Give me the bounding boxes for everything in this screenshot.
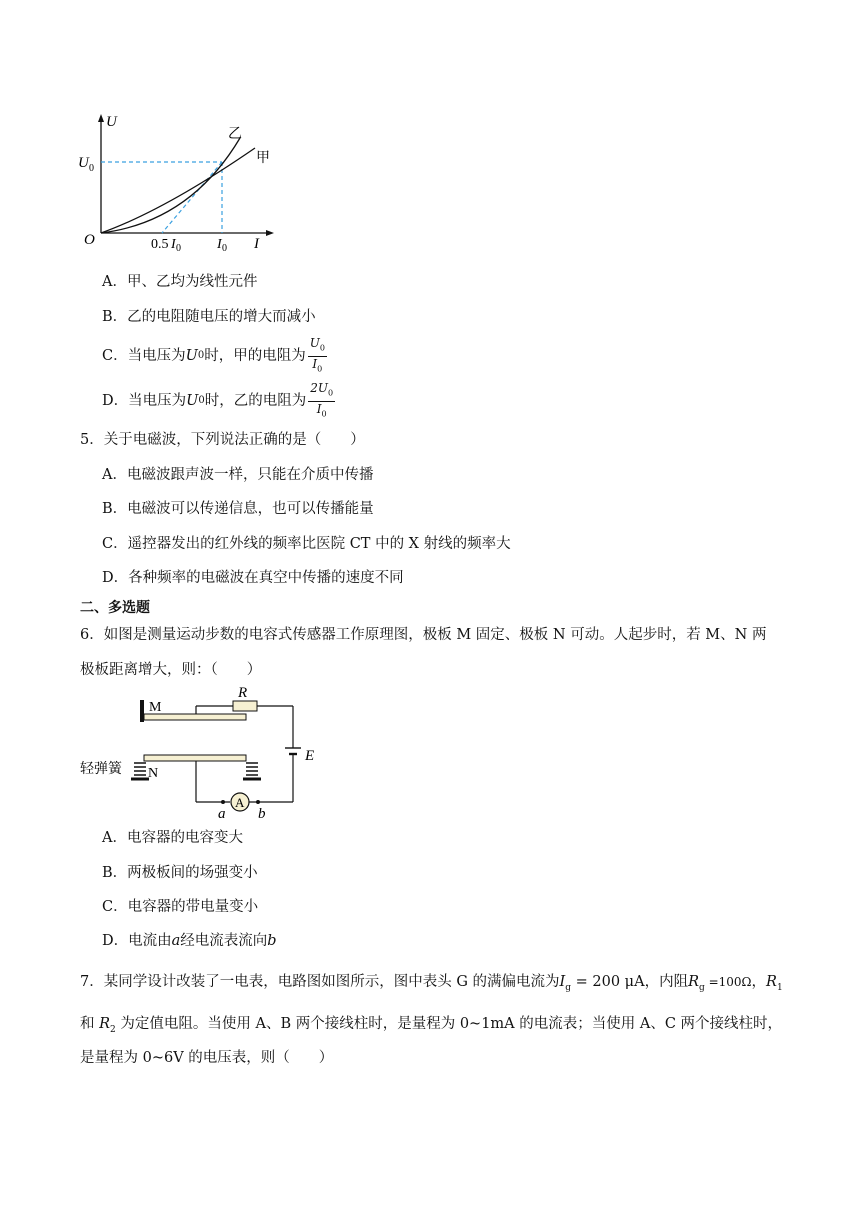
q7-line2-a: 和	[80, 1016, 100, 1032]
q7-r2-sub: 2	[110, 1024, 116, 1035]
label-b: b	[258, 806, 266, 822]
frac-c-den-sub: 0	[317, 363, 323, 373]
q7-rg: R	[688, 974, 700, 990]
curve-yi-label: 乙	[228, 127, 242, 142]
section-heading: 二、多选题	[80, 600, 150, 616]
tangent-guide	[162, 162, 222, 233]
capacitor-circuit-diagram	[78, 684, 328, 824]
q7-r1-sub: 1	[776, 982, 783, 993]
terminal-a	[221, 800, 225, 804]
q7-line1	[80, 972, 783, 998]
q7-line2	[80, 1014, 782, 1040]
u-axis-label: U	[106, 114, 117, 130]
q7-ig-value: = 200 μA	[571, 974, 645, 990]
half-i0-label-sub: 0	[176, 243, 181, 254]
i0-label-var: I	[217, 237, 222, 252]
curve-jia	[101, 148, 255, 233]
q5-option-c: C．遥控器发出的红外线的频率比医院 CT 中的 X 射线的频率大	[102, 536, 511, 552]
q6-option-d-pre: D．电流由	[102, 933, 172, 949]
q4-option-b: B．乙的电阻随电压的增大而减小	[102, 309, 316, 325]
origin-label: O	[84, 232, 95, 248]
curve-jia-label: 甲	[256, 151, 270, 166]
q4-option-d-sub: 0	[198, 395, 205, 406]
u-i-graph	[70, 110, 300, 255]
label-spring: 轻弹簧	[80, 762, 122, 777]
u0-label-sub: 0	[89, 163, 94, 174]
label-m: M	[149, 700, 162, 715]
q7-rg-sub: g	[699, 982, 705, 993]
q6-stem-line1: 6．如图是测量运动步数的电容式传感器工作原理图，极板 M 固定、极板 N 可动。人起步时，若 M、N 两	[80, 627, 767, 643]
q6-stem-line2: 极板距离增大，则：（ ）	[80, 662, 262, 678]
label-a: a	[218, 806, 226, 822]
half-i0-label-pre: 0.5	[151, 237, 169, 252]
ammeter-symbol: A	[235, 795, 245, 810]
q7-r2: R	[99, 1016, 111, 1032]
q7-line3: 是量程为 0~6V 的电压表，则（ ）	[80, 1050, 334, 1066]
frac-c-num-sub: 0	[319, 343, 325, 353]
q7-line1-b: ，内阻	[644, 974, 689, 990]
q7-ig-sub: g	[565, 982, 572, 993]
q4-option-c-post: 时，甲的电阻为	[204, 348, 306, 364]
q7-line1-a: 7．某同学设计改装了一电表，电路图如图所示，图中表头 G 的满偏电流为	[80, 974, 560, 990]
curve-yi	[101, 138, 240, 233]
q4-option-c-sub: 0	[197, 350, 205, 361]
i0-label-sub: 0	[222, 243, 227, 254]
q7-line2-b: 为定值电阻。当使用 A、B 两个接线柱时，是量程为 0~1mA 的电流表；当使用 A、C 两个接线柱时，	[115, 1016, 783, 1032]
q6-option-d-mid: 经电流表流向	[180, 933, 268, 949]
q4-option-d-fraction	[308, 381, 335, 421]
q6-option-c: C．电容器的带电量变小	[102, 899, 259, 915]
q4-option-c	[102, 336, 327, 376]
u0-label: U	[78, 155, 89, 171]
q4-option-d-post: 时，乙的电阻为	[204, 393, 307, 409]
q6-option-b: B．两极板间的场强变小	[102, 865, 258, 881]
i-axis-label: I	[254, 236, 259, 252]
u-axis-arrow	[98, 114, 104, 122]
q4-option-c-pre: C．当电压为	[102, 348, 186, 364]
q5-option-d: D．各种频率的电磁波在真空中传播的速度不同	[102, 570, 404, 586]
frac-d-num: 2U	[310, 381, 328, 396]
frac-d-den-sub: 0	[321, 408, 327, 418]
q4-option-d	[102, 381, 335, 421]
frac-c-num: U	[309, 336, 320, 351]
q6-option-d-b: b	[267, 933, 277, 949]
plate-n	[144, 755, 246, 761]
m-mount	[140, 700, 144, 722]
frac-c-den: I	[312, 356, 318, 371]
q7-line1-c: ，	[751, 974, 767, 990]
frac-d-den: I	[316, 401, 322, 416]
q6-option-a: A．电容器的电容变大	[102, 830, 243, 846]
label-n: N	[148, 766, 159, 781]
q4-option-c-var: U	[185, 348, 198, 364]
q4-option-c-fraction	[308, 336, 327, 376]
i-axis-arrow	[266, 230, 274, 236]
q5-stem: 5．关于电磁波，下列说法正确的是（ ）	[80, 432, 365, 448]
q6-option-d-a: a	[171, 933, 181, 949]
spring-right	[243, 763, 261, 779]
resistor-r	[233, 701, 257, 711]
label-e: E	[305, 748, 315, 764]
q5-option-a: A．电磁波跟声波一样，只能在介质中传播	[102, 467, 374, 483]
spring-left	[131, 763, 149, 779]
half-i0-label-var: I	[171, 237, 176, 252]
q4-option-d-pre: D．当电压为	[102, 393, 187, 409]
q5-option-b: B．电磁波可以传递信息，也可以传播能量	[102, 501, 374, 517]
q7-rg-value: =100Ω	[704, 975, 752, 989]
q7-r1: R	[766, 974, 777, 990]
frac-d-num-sub: 0	[328, 388, 334, 398]
q7-ig: I	[559, 974, 566, 990]
q4-option-d-var: U	[186, 393, 199, 409]
label-r: R	[238, 685, 248, 701]
q6-option-d	[102, 931, 277, 951]
q4-option-a: A．甲、乙均为线性元件	[102, 274, 258, 290]
